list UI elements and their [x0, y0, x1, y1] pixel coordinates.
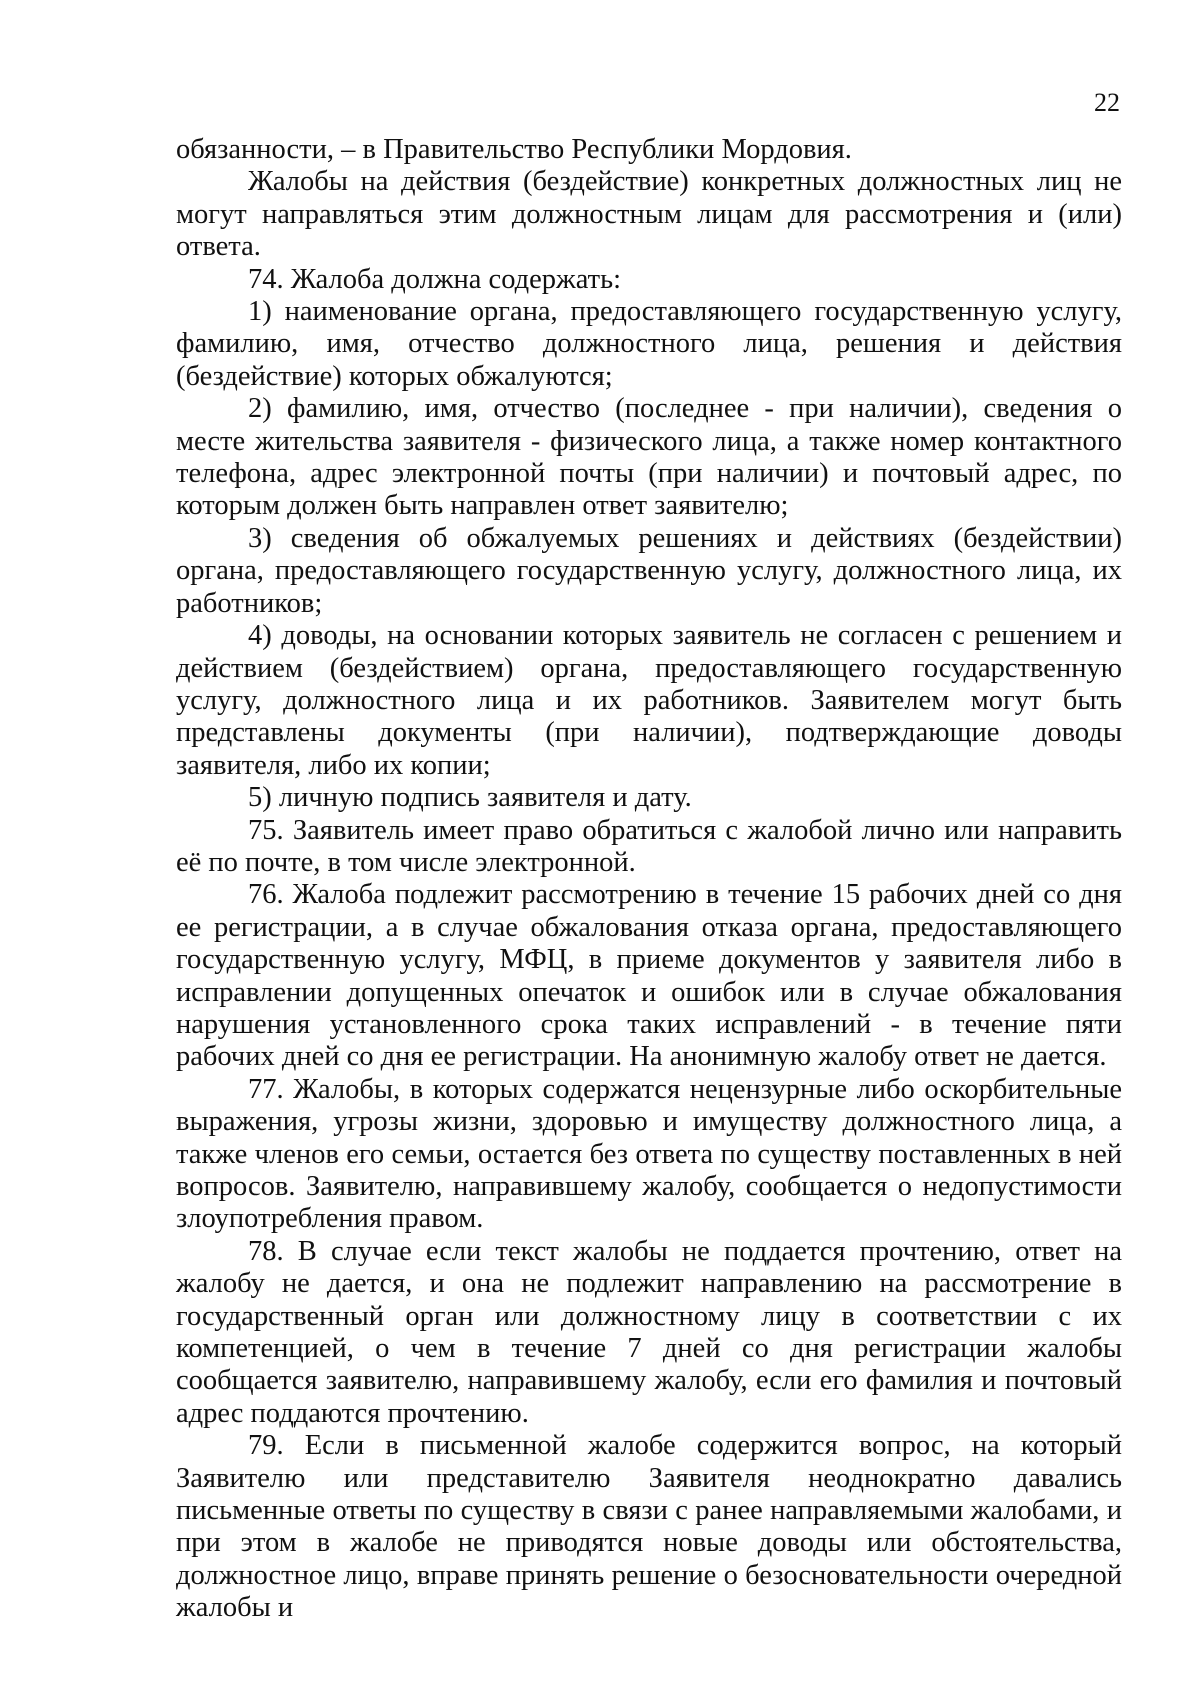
- paragraph-76: 76. Жалоба подлежит рассмотрению в течение 15 рабочих дней со дня ее регистрации, а в случае обжалования отказа органа, предоставляющего государственную услугу, МФЦ, в приеме документов у заявителя либо в исправлении допущенных опечаток и ошибок или в случае обжалования нарушения установленного срока таких исправлений - в течение пяти рабочих дней со дня ее регистрации. На анонимную жалобу ответ не дается.: [176, 879, 1122, 1073]
- paragraph-75: 75. Заявитель имеет право обратиться с жалобой лично или направить её по почте, в том числе электронной.: [176, 814, 1122, 878]
- paragraph-77: 77. Жалобы, в которых содержатся нецензурные либо оскорбительные выражения, угрозы жизни, здоровью и имуществу должностного лица, а также членов его семьи, остается без ответа по существу поставленных в ней вопросов. Заявителю, направившему жалобу, сообщается о недопустимости злоупотребления правом.: [176, 1073, 1122, 1235]
- paragraph-74: 74. Жалоба должна содержать:: [248, 263, 621, 295]
- list-item-3: 3) сведения об обжалуемых решениях и действиях (бездействии) органа, предоставляющего государственную услугу, должностного лица, их работников;: [176, 522, 1122, 619]
- list-item-5: 5) личную подпись заявителя и дату.: [248, 782, 692, 814]
- page-number: 22: [1094, 88, 1120, 117]
- document-body: [176, 134, 1122, 1625]
- paragraph-continuation: обязанности, – в Правительство Республики Мордовия.: [176, 134, 852, 165]
- paragraph-complaints-restriction: Жалобы на действия (бездействие) конкретных должностных лиц не могут направляться этим должностным лицам для рассмотрения и (или) ответа.: [176, 166, 1122, 263]
- list-item-4: 4) доводы, на основании которых заявитель не согласен с решением и действием (бездействием) органа, предоставляющего государственную услугу, должностного лица и их работников. Заявителем могут быть представлены документы (при наличии), подтверждающие доводы заявителя, либо их копии;: [176, 620, 1122, 781]
- list-item-1: 1) наименование органа, предоставляющего государственную услугу, фамилию, имя, отчество должностного лица, решения и действия (бездействие) которых обжалуются;: [176, 296, 1122, 392]
- paragraph-78: 78. В случае если текст жалобы не поддается прочтению, ответ на жалобу не дается, и она не подлежит направлению на рассмотрение в государственный орган или должностному лицу в соответствии с их компетенцией, о чем в течение 7 дней со дня регистрации жалобы сообщается заявителю, направившему жалобу, если его фамилия и почтовый адрес поддаются прочтению.: [176, 1235, 1122, 1429]
- list-item-2: 2) фамилию, имя, отчество (последнее - при наличии), сведения о месте жительства заявителя - физического лица, а также номер контактного телефона, адрес электронной почты (при наличии) и почтовый адрес, по которым должен быть направлен ответ заявителю;: [176, 393, 1122, 522]
- paragraph-79: 79. Если в письменной жалобе содержится вопрос, на который Заявителю или представителю Заявителя неоднократно давались письменные ответы по существу в связи с ранее направляемыми жалобами, и при этом в жалобе не приводятся новые доводы или обстоятельства, должностное лицо, вправе принять решение о безосновательности очередной жалобы и: [176, 1430, 1122, 1624]
